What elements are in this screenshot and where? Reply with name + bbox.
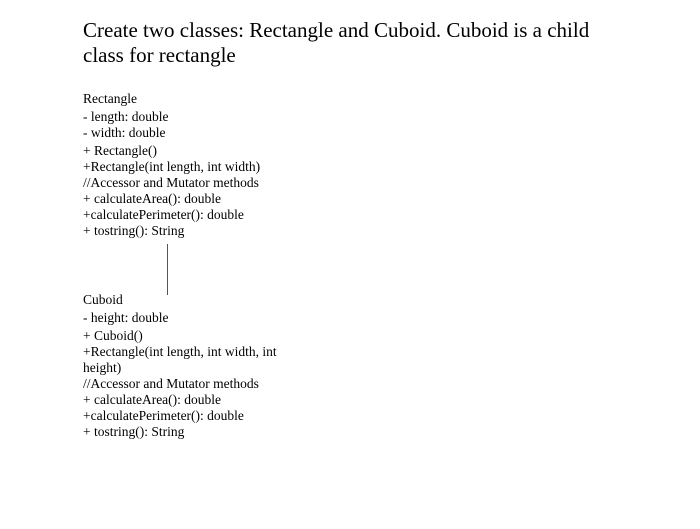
method-line: + Rectangle() <box>83 143 157 158</box>
methods-section <box>83 328 363 440</box>
method-line: + Cuboid() <box>83 328 143 343</box>
method-line: +calculatePerimeter(): double <box>83 207 244 222</box>
attributes-section <box>83 109 363 141</box>
methods-section <box>83 143 363 239</box>
method-line: + calculateArea(): double <box>83 191 222 206</box>
attribute-line: - height: double <box>83 310 169 325</box>
attribute-line: - length: double <box>83 109 169 124</box>
method-line: +calculatePerimeter(): double <box>83 408 244 423</box>
method-line: +Rectangle(int length, int width) <box>83 159 261 174</box>
rectangle-class <box>83 91 363 241</box>
cuboid-class <box>83 292 363 442</box>
class-name: Rectangle <box>83 91 137 106</box>
method-line: + tostring(): String <box>83 424 185 439</box>
method-line: + tostring(): String <box>83 223 185 238</box>
attributes-section <box>83 310 363 326</box>
inheritance-connector <box>167 244 168 295</box>
page-title: Create two classes: Rectangle and Cuboid. Cuboid is a child class for rectangle <box>83 18 590 67</box>
method-line: + calculateArea(): double <box>83 392 222 407</box>
attribute-line: - width: double <box>83 125 166 140</box>
class-name: Cuboid <box>83 292 123 307</box>
method-line: //Accessor and Mutator methods <box>83 376 259 391</box>
method-line: //Accessor and Mutator methods <box>83 175 259 190</box>
method-line: +Rectangle(int length, int width, int height) <box>83 344 277 375</box>
